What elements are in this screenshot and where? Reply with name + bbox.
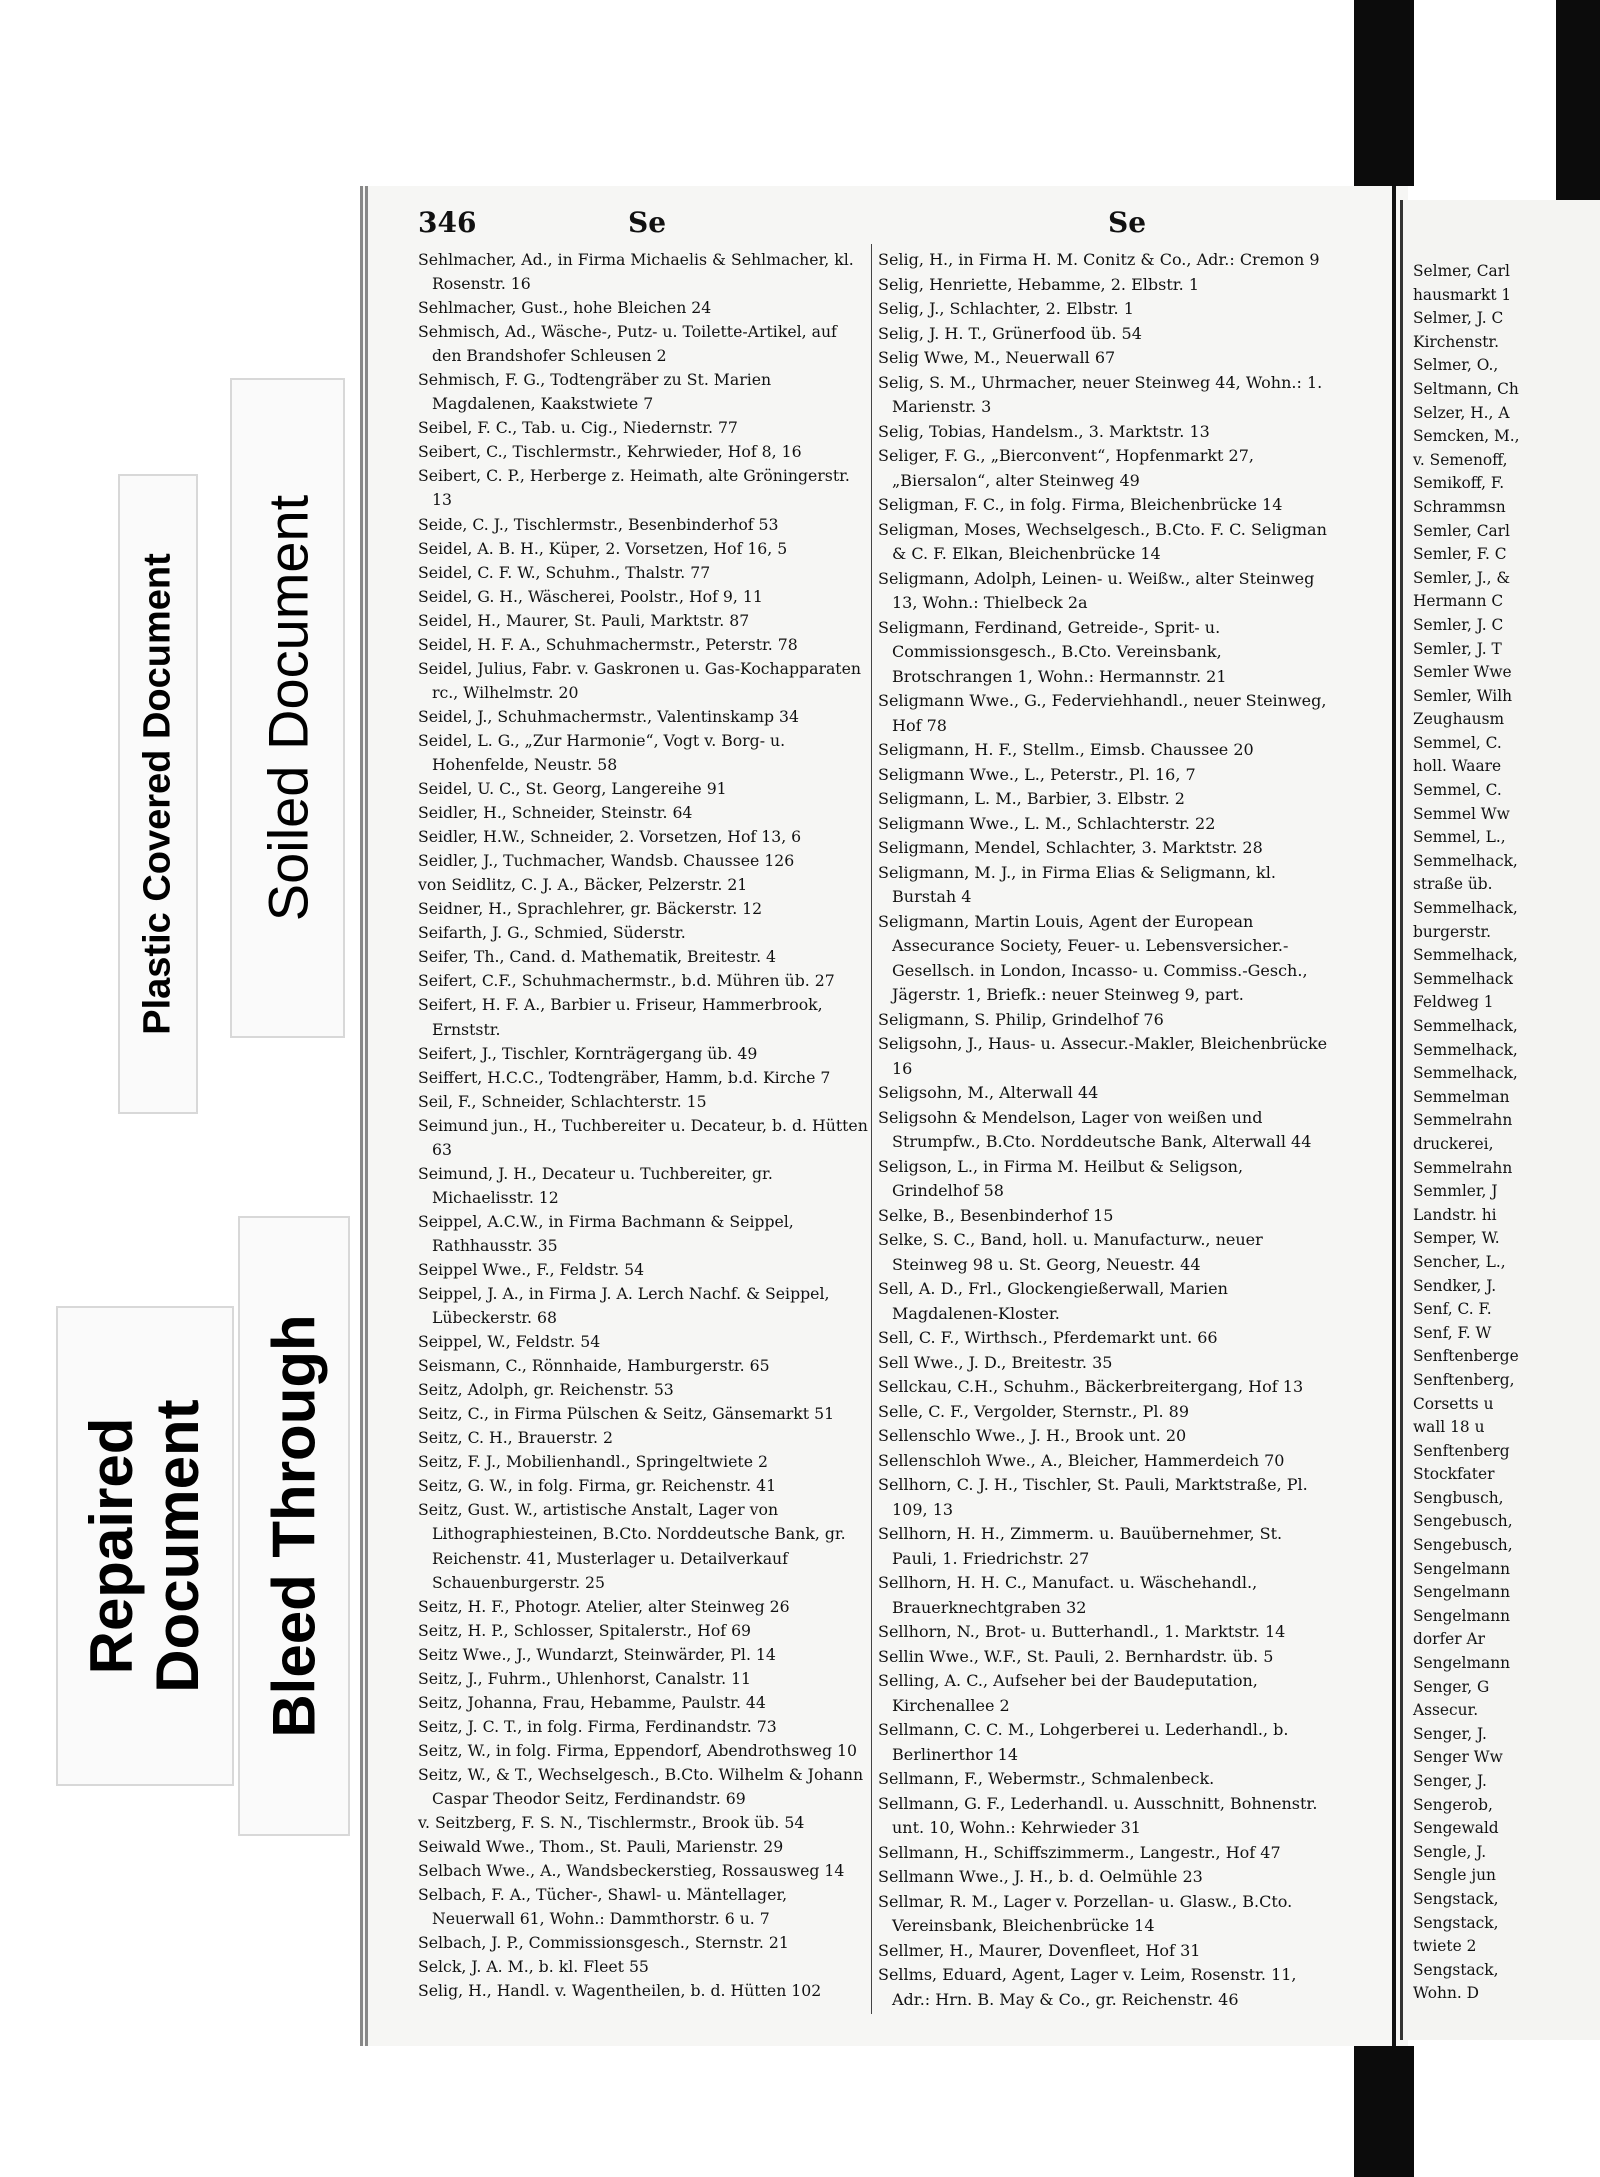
directory-entry: Seiffert, H.C.C., Todtengräber, Hamm, b.d. Kirche 7	[418, 1067, 831, 1087]
directory-entry: Semmelrahn	[1413, 1158, 1513, 1177]
directory-entry: Seitz, H. F., Photogr. Atelier, alter Steinweg 26	[418, 1596, 790, 1616]
directory-entry: Selig, H., Handl. v. Wagentheilen, b. d. Hütten 102	[418, 1981, 822, 2001]
directory-entry: Sellhorn, N., Brot- u. Butterhandl., 1. Marktstr. 14	[878, 1622, 1286, 1641]
directory-entry: Sengerob,	[1413, 1795, 1493, 1814]
directory-entry: Seimund, J. H., Decateur u. Tuchbereiter, gr. Michaelisstr. 12	[418, 1163, 773, 1207]
directory-entry: Seligmann Wwe., L., Peterstr., Pl. 16, 7	[878, 764, 1196, 784]
directory-entry: druckerei,	[1413, 1134, 1494, 1153]
directory-entry: Sehmisch, Ad., Wäsche-, Putz- u. Toilette-Artikel, auf den Brandshofer Schleusen 2	[418, 322, 837, 366]
directory-entry: Sengle jun	[1413, 1866, 1496, 1885]
directory-entry: Seifert, C.F., Schuhmachermstr., b.d. Mühren üb. 27	[418, 971, 835, 991]
plastic-covered-label-text: Plastic Covered Document	[136, 553, 179, 1035]
directory-entry: Seitz, Johanna, Frau, Hebamme, Paulstr. 44	[418, 1692, 766, 1712]
directory-entry: Selig, J. H. T., Grünerfood üb. 54	[878, 323, 1142, 343]
directory-entry: Seibert, C. P., Herberge z. Heimath, alte Gröningerstr. 13	[418, 466, 850, 510]
directory-entry: Senger, J.	[1413, 1724, 1487, 1743]
directory-entry: Sellmann, H., Schiffszimmerm., Langestr., Hof 47	[878, 1842, 1281, 1862]
directory-entry: Seil, F., Schneider, Schlachterstr. 15	[418, 1091, 707, 1111]
directory-entry: Seligmann, Adolph, Leinen- u. Weißw., alter Steinweg 13, Wohn.: Thielbeck 2a	[878, 568, 1315, 612]
directory-entry: Seidler, H., Schneider, Steinstr. 64	[418, 803, 693, 823]
directory-entry: Seltmann, Ch	[1413, 379, 1519, 398]
directory-entry: dorfer Ar	[1413, 1630, 1486, 1649]
directory-entry: Seligmann, S. Philip, Grindelhof 76	[878, 1009, 1164, 1029]
directory-entry: Seitz, Adolph, gr. Reichenstr. 53	[418, 1380, 674, 1400]
directory-entry: Senftenberge	[1413, 1347, 1519, 1366]
directory-entry: Seippel, A.C.W., in Firma Bachmann & Seippel, Rathhausstr. 35	[418, 1211, 794, 1255]
directory-entry: Selke, S. C., Band, holl. u. Manufacturw., neuer Steinweg 98 u. St. Georg, Neuestr. 44	[878, 1230, 1263, 1274]
directory-entry: Selzer, H., A	[1413, 403, 1510, 422]
directory-entry: Seitz Wwe., J., Wundarzt, Steinwärder, Pl. 14	[418, 1644, 776, 1664]
directory-entry: Selling, A. C., Aufseher bei der Baudeputation, Kirchenallee 2	[878, 1671, 1258, 1715]
directory-entry: Senger Ww	[1413, 1748, 1503, 1767]
directory-entry: v. Seitzberg, F. S. N., Tischlermstr., Brook üb. 54	[418, 1813, 805, 1833]
directory-entry: Semikoff, F.	[1413, 474, 1505, 493]
directory-entry: Sellhorn, H. H., Zimmerm. u. Bauübernehmer, St. Pauli, 1. Friedrichstr. 27	[878, 1524, 1283, 1568]
directory-entry: Sengebusch,	[1413, 1536, 1513, 1555]
directory-entry: Selbach Wwe., A., Wandsbeckerstieg, Rossausweg 14	[418, 1861, 845, 1881]
directory-entry: Seibel, F. C., Tab. u. Cig., Niedernstr. 77	[418, 418, 738, 438]
directory-entry: Sengle, J.	[1413, 1842, 1487, 1861]
directory-entry: Assecur.	[1413, 1701, 1479, 1720]
directory-entry: Sell, C. F., Wirthsch., Pferdemarkt unt. 66	[878, 1328, 1218, 1347]
plastic-covered-label	[118, 474, 198, 1114]
directory-entry: Seitz, J., Fuhrm., Uhlenhorst, Canalstr. 11	[418, 1668, 752, 1688]
binding-strip-right	[1556, 0, 1600, 200]
directory-entry: Sellmar, R. M., Lager v. Porzellan- u. Glasw., B.Cto. Vereinsbank, Bleichenbrücke 14	[878, 1891, 1293, 1935]
directory-entry: von Seidlitz, C. J. A., Bäcker, Pelzerstr. 21	[418, 875, 748, 895]
directory-entry: Selbach, J. P., Commissionsgesch., Sternstr. 21	[418, 1933, 789, 1953]
page-header	[418, 206, 1328, 250]
directory-entry: Seitz, W., & T., Wechselgesch., B.Cto. Wilhelm & Johann Caspar Theodor Seitz, Ferdinandstr. 69	[418, 1764, 864, 1808]
directory-entry: Semler, J., &	[1413, 568, 1511, 587]
page-gutter	[1392, 186, 1396, 2046]
directory-entry: Sell, A. D., Frl., Glockengießerwall, Marien Magdalenen-Kloster.	[878, 1279, 1228, 1323]
directory-entry: Seitz, C. H., Brauerstr. 2	[418, 1428, 613, 1448]
directory-entry: Seligson, L., in Firma M. Heilbut & Seligson, Grindelhof 58	[878, 1156, 1244, 1200]
directory-entry: Seidel, C. F. W., Schuhm., Thalstr. 77	[418, 562, 711, 582]
directory-entry: holl. Waare	[1413, 757, 1502, 776]
directory-entry: Semmel, L.,	[1413, 828, 1506, 847]
directory-entry: Seibert, C., Tischlermstr., Kehrwieder, Hof 8, 16	[418, 442, 802, 462]
left-column	[418, 248, 870, 2003]
directory-entry: Seismann, C., Rönnhaide, Hamburgerstr. 65	[418, 1356, 770, 1376]
directory-entry: Seippel Wwe., F., Feldstr. 54	[418, 1259, 645, 1279]
directory-entry: Seitz, H. P., Schlosser, Spitalerstr., Hof 69	[418, 1620, 752, 1640]
directory-entry: Schrammsn	[1413, 497, 1506, 516]
directory-entry: Semmelrahn	[1413, 1111, 1513, 1130]
directory-entry: Stockfater	[1413, 1465, 1495, 1484]
directory-entry: Seidel, A. B. H., Küper, 2. Vorsetzen, Hof 16, 5	[418, 538, 788, 558]
directory-entry: Hermann C	[1413, 592, 1504, 611]
directory-entry: Seligmann Wwe., G., Federviehhandl., neuer Steinweg, Hof 78	[878, 691, 1327, 735]
directory-entry: Selbach, F. A., Tücher-, Shawl- u. Mäntellager, Neuerwall 61, Wohn.: Dammthorstr. 6 u. 7	[418, 1885, 788, 1929]
directory-entry: Seligmann, L. M., Barbier, 3. Elbstr. 2	[878, 789, 1185, 808]
directory-entry: Selle, C. F., Vergolder, Sternstr., Pl. 89	[878, 1401, 1189, 1421]
directory-entry: Sengstack,	[1413, 1960, 1499, 1979]
directory-entry: Seitz, F. J., Mobilienhandl., Springeltwiete 2	[418, 1452, 768, 1472]
directory-entry: Seitz, J. C. T., in folg. Firma, Ferdinandstr. 73	[418, 1716, 777, 1736]
directory-entry: Seitz, C., in Firma Pülschen & Seitz, Gänsemarkt 51	[418, 1404, 835, 1424]
directory-entry: Sellenschloh Wwe., A., Bleicher, Hammerdeich 70	[878, 1450, 1285, 1470]
directory-entry: v. Semenoff,	[1413, 450, 1508, 469]
directory-entry: Seidler, H.W., Schneider, 2. Vorsetzen, Hof 13, 6	[418, 827, 802, 847]
directory-entry: Senf, C. F.	[1413, 1300, 1492, 1319]
directory-entry: Seidel, G. H., Wäscherei, Poolstr., Hof 9, 11	[418, 586, 763, 606]
directory-entry: Seidner, H., Sprachlehrer, gr. Bäckerstr. 12	[418, 899, 763, 919]
directory-entry: Sengelmann	[1413, 1583, 1511, 1602]
directory-entry: Senf, F. W	[1413, 1323, 1492, 1342]
directory-entry: Selmer, J. C	[1413, 309, 1504, 328]
directory-entry: Selig, H., in Firma H. M. Conitz & Co., Adr.: Cremon 9	[878, 250, 1320, 269]
directory-entry: straße üb.	[1413, 875, 1493, 894]
directory-entry: Seligmann Wwe., L. M., Schlachterstr. 22	[878, 813, 1216, 833]
directory-entry: Seidel, H. F. A., Schuhmachermstr., Peterstr. 78	[418, 634, 798, 654]
directory-entry: Semler, J. T	[1413, 639, 1502, 658]
directory-entry: Seligsohn & Mendelson, Lager von weißen und Strumpfw., B.Cto. Norddeutsche Bank, Alterwall 44	[878, 1107, 1312, 1151]
directory-entry: Seligsohn, J., Haus- u. Assecur.-Makler, Bleichenbrücke 16	[878, 1034, 1328, 1078]
directory-entry: Senftenberg,	[1413, 1370, 1515, 1389]
binding-strip-top	[1354, 0, 1414, 186]
directory-entry: Selke, B., Besenbinderhof 15	[878, 1205, 1114, 1225]
directory-entry: Kirchenstr.	[1413, 332, 1499, 351]
directory-entry: Seligmann, M. J., in Firma Elias & Seligmann, kl. Burstah 4	[878, 862, 1276, 906]
directory-entry: Selig, J., Schlachter, 2. Elbstr. 1	[878, 299, 1134, 318]
directory-entry: Sengelmann	[1413, 1654, 1511, 1673]
directory-entry: Senger, J.	[1413, 1772, 1487, 1790]
directory-entry: Seitz, G. W., in folg. Firma, gr. Reichenstr. 41	[418, 1476, 777, 1496]
directory-entry: Sengelmann	[1413, 1606, 1511, 1625]
directory-entry: Seippel, J. A., in Firma J. A. Lerch Nachf. & Seippel, Lübeckerstr. 68	[418, 1284, 830, 1328]
directory-entry: Sehmisch, F. G., Todtengräber zu St. Marien Magdalenen, Kaakstwiete 7	[418, 370, 772, 414]
directory-entry: Sellmer, H., Maurer, Dovenfleet, Hof 31	[878, 1940, 1201, 1960]
repaired-document-label	[56, 1306, 234, 1786]
directory-entry: Seitz, W., in folg. Firma, Eppendorf, Abendrothsweg 10	[418, 1740, 857, 1760]
directory-entry: Sehlmacher, Gust., hohe Bleichen 24	[418, 298, 712, 318]
directory-entry: Seifert, H. F. A., Barbier u. Friseur, Hammerbrook, Ernststr.	[418, 995, 823, 1039]
directory-entry: Seidel, H., Maurer, St. Pauli, Marktstr. 87	[418, 610, 750, 630]
directory-entry: Sendker, J.	[1413, 1276, 1497, 1295]
directory-entry: Sellmann, C. C. M., Lohgerberei u. Lederhandl., b. Berlinerthor 14	[878, 1720, 1289, 1764]
directory-entry: Sellhorn, H. H. C., Manufact. u. Wäschehandl., Brauerknechtgraben 32	[878, 1573, 1258, 1617]
directory-entry: Senger, G	[1413, 1677, 1490, 1696]
soiled-document-label-text: Soiled Document	[256, 494, 319, 922]
directory-entry: Seifert, J., Tischler, Kornträgergang üb. 49	[418, 1043, 758, 1063]
directory-entry: Feldweg 1	[1413, 993, 1494, 1012]
directory-entry: Selck, J. A. M., b. kl. Fleet 55	[418, 1957, 649, 1977]
directory-entry: Seifer, Th., Cand. d. Mathematik, Breitestr. 4	[418, 947, 777, 967]
directory-entry: Sellckau, C.H., Schuhm., Bäckerbreitergang, Hof 13	[878, 1377, 1304, 1396]
directory-entry: Semmelman	[1413, 1087, 1510, 1106]
directory-entry: Sellmann, G. F., Lederhandl. u. Ausschnitt, Bohnenstr. unt. 10, Wohn.: Kehrwieder 31	[878, 1793, 1318, 1837]
directory-entry: Seligman, F. C., in folg. Firma, Bleichenbrücke 14	[878, 495, 1283, 514]
directory-entry: Sellenschlo Wwe., J. H., Brook unt. 20	[878, 1426, 1187, 1445]
directory-entry: Sellmann Wwe., J. H., b. d. Oelmühle 23	[878, 1867, 1203, 1886]
directory-entry: Sengstack,	[1413, 1889, 1499, 1908]
directory-entry: Sencher, L.,	[1413, 1252, 1506, 1271]
directory-entry: Sengebusch,	[1413, 1512, 1513, 1531]
directory-entry: Seligmann, H. F., Stellm., Eimsb. Chaussee 20	[878, 740, 1254, 759]
directory-entry: hausmarkt 1	[1413, 285, 1512, 304]
directory-entry: Semmelhack,	[1413, 1064, 1518, 1083]
right-column	[878, 248, 1330, 2012]
directory-entry: Sengewald	[1413, 1819, 1499, 1838]
directory-entry: Selig, Tobias, Handelsm., 3. Marktstr. 13	[878, 421, 1210, 441]
directory-entry: Selig Wwe, M., Neuerwall 67	[878, 348, 1116, 367]
directory-entry: wall 18 u	[1413, 1418, 1485, 1437]
directory-entry: Senftenberg	[1413, 1441, 1510, 1460]
directory-entry: Seide, C. J., Tischlermstr., Besenbinderhof 53	[418, 514, 779, 534]
directory-entry: Semler, J. C	[1413, 615, 1504, 634]
column-divider	[871, 244, 872, 2014]
page-number: 346	[418, 206, 477, 239]
directory-entry: Semmelhack,	[1413, 851, 1518, 870]
facing-page-column	[1413, 260, 1600, 2006]
directory-entry: Semmelhack	[1413, 969, 1513, 988]
directory-entry: Seitz, Gust. W., artistische Anstalt, Lager von Lithographiesteinen, B.Cto. Norddeutsche Bank, gr. Reichenstr. 41, Musterlager u. Detailverkauf Schauenburgerstr. 25	[418, 1500, 846, 1592]
directory-entry: Zeughausm	[1413, 710, 1505, 729]
directory-entry: Seifarth, J. G., Schmied, Süderstr.	[418, 923, 686, 943]
directory-entry: Seligsohn, M., Alterwall 44	[878, 1083, 1099, 1102]
facing-page-fragment	[1400, 200, 1600, 2040]
directory-entry: Wohn. D	[1413, 1984, 1479, 2003]
directory-entry: Sengbusch,	[1413, 1488, 1504, 1507]
directory-entry: Seidel, J., Schuhmachermstr., Valentinskamp 34	[418, 706, 799, 726]
directory-entry: Seidel, U. C., St. Georg, Langereihe 91	[418, 779, 727, 799]
directory-entry: Semmelhack,	[1413, 1017, 1518, 1035]
repaired-document-label-text: Repaired Document	[78, 1399, 211, 1693]
directory-entry: Seligmann, Martin Louis, Agent der European Assecurance Society, Feuer- u. Lebensversicher.-Gesellsch. in London, Incasso- u. Commiss.-Gesch., Jägerstr. 1, Briefk.: neuer Steinweg 9, part.	[878, 911, 1308, 1004]
directory-entry: Sellin Wwe., W.F., St. Pauli, 2. Bernhardstr. üb. 5	[878, 1646, 1274, 1666]
directory-entry: Seliger, F. G., „Bierconvent“, Hopfenmarkt 27, „Biersalon“, alter Steinweg 49	[878, 446, 1254, 490]
bleed-through-label	[238, 1216, 350, 1836]
directory-entry: Semler, Wilh	[1413, 686, 1513, 705]
directory-entry: Sellhorn, C. J. H., Tischler, St. Pauli, Marktstraße, Pl. 109, 13	[878, 1475, 1308, 1519]
directory-entry: Sengstack,	[1413, 1913, 1499, 1932]
soiled-document-label	[230, 378, 345, 1038]
directory-page	[360, 186, 1408, 2046]
directory-entry: Semmel Ww	[1413, 804, 1510, 823]
directory-entry: Sell Wwe., J. D., Breitestr. 35	[878, 1352, 1113, 1372]
directory-entry: Semmel, C.	[1413, 781, 1502, 800]
directory-entry: Seidler, J., Tuchmacher, Wandsb. Chaussee 126	[418, 851, 795, 871]
directory-entry: Selig, S. M., Uhrmacher, neuer Steinweg 44, Wohn.: 1. Marienstr. 3	[878, 372, 1323, 416]
directory-entry: Selmer, Carl	[1413, 262, 1510, 280]
directory-entry: Corsetts u	[1413, 1394, 1494, 1413]
directory-entry: Seligmann, Mendel, Schlachter, 3. Marktstr. 28	[878, 838, 1263, 857]
directory-entry: burgerstr.	[1413, 922, 1492, 941]
bleed-through-label-text: Bleed Through	[260, 1314, 328, 1738]
directory-entry: Semmelhack,	[1413, 1040, 1518, 1059]
directory-entry: Sehlmacher, Ad., in Firma Michaelis & Sehlmacher, kl. Rosenstr. 16	[418, 250, 854, 294]
directory-entry: Seippel, W., Feldstr. 54	[418, 1332, 601, 1352]
directory-entry: Semper, W.	[1413, 1229, 1500, 1248]
directory-entry: Seidel, Julius, Fabr. v. Gaskronen u. Gas-Kochapparaten rc., Wilhelmstr. 20	[418, 658, 861, 702]
directory-entry: Semler, F. C	[1413, 545, 1507, 564]
directory-entry: Semmel, C.	[1413, 733, 1502, 752]
directory-entry: Seiwald Wwe., Thom., St. Pauli, Marienstr. 29	[418, 1837, 784, 1857]
directory-entry: Semmelhack,	[1413, 899, 1518, 918]
directory-entry: Seidel, L. G., „Zur Harmonie“, Vogt v. Borg- u. Hohenfelde, Neustr. 58	[418, 730, 786, 774]
directory-entry: Selmer, O.,	[1413, 356, 1499, 375]
directory-entry: twiete 2	[1413, 1937, 1477, 1956]
binding-strip-bottom	[1354, 2046, 1414, 2177]
directory-entry: Seligmann, Ferdinand, Getreide-, Sprit- u. Commissionsgesch., B.Cto. Vereinsbank, Brotschrangen 1, Wohn.: Hermannstr. 21	[878, 617, 1227, 686]
directory-entry: Semcken, M.,	[1413, 427, 1520, 446]
directory-entry: Sengelmann	[1413, 1559, 1511, 1578]
directory-entry: Selig, Henriette, Hebamme, 2. Elbstr. 1	[878, 274, 1199, 294]
directory-entry: Seimund jun., H., Tuchbereiter u. Decateur, b. d. Hütten 63	[418, 1115, 868, 1159]
directory-entry: Semler Wwe	[1413, 663, 1512, 682]
directory-entry: Landstr. hi	[1413, 1205, 1497, 1224]
column-header-left: Se	[628, 206, 667, 239]
directory-entry: Sellms, Eduard, Agent, Lager v. Leim, Rosenstr. 11, Adr.: Hrn. B. May & Co., gr. Reichenstr. 46	[878, 1965, 1297, 2009]
directory-entry: Semler, Carl	[1413, 521, 1510, 540]
column-header-right: Se	[1108, 206, 1147, 239]
directory-entry: Semmelhack,	[1413, 946, 1518, 965]
directory-entry: Seligman, Moses, Wechselgesch., B.Cto. F. C. Seligman & C. F. Elkan, Bleichenbrücke 14	[878, 519, 1327, 563]
directory-entry: Semmler, J	[1413, 1182, 1498, 1201]
directory-entry: Sellmann, F., Webermstr., Schmalenbeck.	[878, 1769, 1215, 1788]
